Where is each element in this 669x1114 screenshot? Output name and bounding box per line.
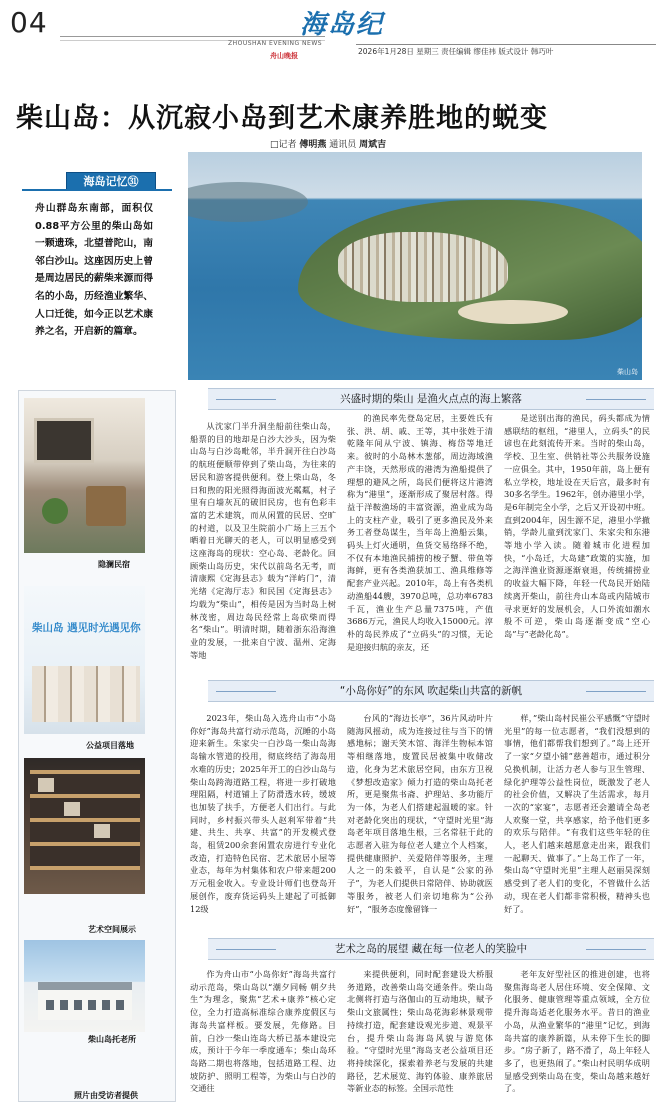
headline: 柴山岛：从沉寂小岛到艺术康养胜地的蜕变	[16, 103, 548, 134]
photo-board	[32, 666, 140, 722]
section-2-banner: “小岛你好”的东风 吹起柴山共富的新帆	[208, 680, 654, 702]
village-houses	[338, 232, 508, 302]
byline-prefix: □记者	[270, 140, 297, 150]
byline	[270, 137, 386, 150]
caption-art-space: 艺术空间展示	[88, 925, 136, 934]
memory-series-tag: 海岛记忆㉛	[66, 172, 156, 190]
paper-name-en: ZHOUSHAN EVENING NEWS	[228, 40, 323, 47]
art-piece	[94, 824, 110, 838]
photo-homestay	[24, 398, 145, 553]
page-number: 04	[10, 6, 48, 39]
distant-island	[188, 182, 308, 222]
section-1-column-3	[504, 412, 650, 682]
section-2-column-2	[347, 712, 493, 920]
art-piece	[38, 778, 54, 792]
main-aerial-photo	[188, 152, 642, 380]
section-3-column-3	[504, 968, 650, 1108]
section-1-column-2-text: 的渔民率先登岛定居，主要姓氏有张、洪、胡、戚、王等，其中张姓于清乾隆年间从宁波、镇海、梅岱等地迁来。彼时的小岛林木葱郁，周边海域渔产丰饶，天然形成的港湾为渔船提供了理想的避风之所，岛民们便将这片港湾称为“港里”，逐渐形成了聚居村落。得益于洋鞍渔场的丰富资源，渔业成为岛上的支柱产业，吸引了更多渔民及外来务工者登岛谋生，当年岛上渔船云集，码头上灯火通明，鱼货交易络绎不绝，不仅有本地渔民捕捞的梭子蟹、带鱼等海鲜，更有各类渔获加工、渔具维修等配套产业兴起。2010年，岛上有各类机动渔船44艘，3970总吨，总功率6783千瓦，渔业生产总量7375吨，产值3686万元，渔民人均收入15000元。淳朴的岛民养成了“立码头”的习惯，无论是迎接归航的亲友，还	[347, 413, 493, 652]
section-2-column-2-text: 台风的“海边长亭”，36片风动叶片随海风摇动，成为连接过往与当下的情感地标；谢天笑木馆、海洋生物标本馆等相继落地，废置民居被集中收储改造，化身为艺术旅居空间，由东方卫视《梦想改造家》倾力打造的柴山岛托老所，更是聚焦书斋、护理站、多功能厅为一体，为老人们搭建起温暖的家。针对老龄化突出的现状，“守望时光里”海岛老年项目落地生根，三名常驻于此的志愿者入驻为每位老人建立个人档案，提供健康照护、关爱陪伴等服务，主理人之一的朱毅平，自认是“公家的孙子”，为老人们提供日常陪伴、协助就医等服务，被老人们亲切地称为“公孙好”，“服务态度像留锋一	[347, 713, 493, 914]
art-piece	[64, 802, 80, 816]
photo-elder-care-center	[24, 940, 145, 1032]
caption-homestay: 隐澜民宿	[98, 560, 130, 569]
window-shape	[34, 418, 94, 463]
harbor-beach	[458, 300, 568, 324]
caption-elder-care-center: 柴山岛托老所	[88, 1035, 136, 1044]
paper-name-cn: 舟山晚报	[270, 51, 298, 60]
section-1-column-3-text: 是送别出海的渔民，码头都成为情感联结的枢纽，“港里人，立码头”的民谚也在此刻流传开来。当时的柴山岛，学校、卫生室、供销社等公共服务设施一应俱全。其中，1950年前，岛上便有私立学校，地址设在天后宫，最多时有30多名学生。1962年，创办港里小学，是6年制完全小学，之后又开设初中班。直到2004年，因生源不足，港里小学撤销，学龄儿童到沈家门、朱家尖和东港等地小学入读。随着城市化进程加快，“小岛迁，大岛建”政策的实施，加之海洋渔业资源逐渐衰退，传统捕捞业的收益大幅下降，年轻一代岛民开始陆续离开柴山，前往舟山本岛或内陆城市寻求更好的发展机会，人口外流如潮水般不可逆，柴山岛逐渐变成“空心岛”与“老龄化岛”。	[504, 413, 650, 639]
section-3-column-1	[190, 968, 336, 1108]
section-3-column-3-text: 老年友好型社区的推进创建，也将聚焦海岛老人居住环境、安全保障、文化服务、健康管理等重点领域，全方位提升海岛适老化服务水平。昔日的渔业小岛，从渔业繁华的“港里”记忆，到海岛共富的康养新篇，从未停下生长的脚步。“房子新了，路不滑了，岛上年轻人多了，也更热闹了。”柴山村民明华成明显感受到柴山岛在变，柴山岛越来越好了。	[504, 969, 650, 1094]
section-1-banner: 兴盛时期的柴山 是渔火点点的海上繁落	[208, 388, 654, 410]
section-1-column-2	[347, 412, 493, 682]
care-center-building	[38, 982, 132, 1020]
section-2-column-3	[504, 712, 650, 920]
section-1-column-1	[190, 420, 336, 682]
section-brand: 海岛纪	[300, 10, 385, 40]
caption-public-project: 公益项目落地	[86, 741, 134, 750]
photo-public-project	[24, 586, 145, 734]
photo-art-space	[24, 758, 145, 894]
section-2-column-1-text: 2023年，柴山岛入选舟山市“小岛你好”海岛共富行动示范岛，沉睡的小岛迎来新生。朱家尖一白沙岛一柴山岛海岛输水管道的投用，彻底终结了海岛用水难的历史；2025年开工的白沙山岛与柴山岛跨海道路工程，将进一步打破地理阻隔，村道铺上了防滑透水砖，缓坡也加装了扶手，方便老人们出行。与此同时，乡村振兴带头人赵利军带着“共建、共生、共享、共富”的开发模式登岛，租赁200余套闲置农房进行专业化改造，打造特色民宿、艺术旅居小屋等业态，每年为村集体和农户带来超200万元租金收入。专业设计师们也登岛开展创作，废弃货运码头上建起了可抵御12级	[190, 713, 336, 914]
meta-rule	[356, 44, 656, 45]
photo-credit: 照片由受访者提供	[74, 1091, 138, 1100]
header-rule	[60, 36, 325, 37]
memory-tag-rule	[22, 189, 172, 191]
section-3-banner: 艺术之岛的展望 藏在每一位老人的笑脸中	[208, 938, 654, 960]
plant-shape	[42, 498, 68, 524]
lead-paragraph: 舟山群岛东南部，面积仅0.88平方公里的柴山岛如一颗遗珠，北望普陀山，南邻白沙山。这座因历史上曾是周边居民的薪柴来源而得名的小岛，历经渔业繁华、人口迁徙，如今正以艺术康养之名，开启新的篇章。	[35, 203, 153, 338]
section-3-column-2-text: 来提供便利，同时配套建设大桥服务道路，改善柴山岛交通条件。柴山岛北侧将打造与洛伽山的互动地块，赋予柴山文旅属性；柴山岛花海彩林景观带持续打造，配套建设观光步道、观景平台，提升柴山岛海岛风貌与游览体验。“守望时光里”海岛支老公益项目还将持续深化，探索着养老与发展的共建路径，艺术展览、海钓体验、康养旅居等新业态的标签。全国示范性	[347, 969, 493, 1094]
project-sign-text: 柴山岛 遇见时光遇见你	[32, 622, 141, 634]
section-3-column-2	[347, 968, 493, 1108]
issue-meta: 2026年1月28日 星期三 责任编辑 缪佳祎 版式设计 韩巧叶	[358, 47, 554, 56]
chair-shape	[86, 486, 126, 526]
section-2-column-1	[190, 712, 336, 920]
byline-correspondent: 周斌吉	[359, 140, 387, 150]
byline-reporter: 傅明燕	[299, 140, 327, 150]
section-3-column-1-text: 作为舟山市“小岛你好”海岛共富行动示范岛，柴山岛以“潮夕同畅 朝夕共生”为理念，聚焦“艺术+康养”核心定位，全力打造高标准综合康养度假区与海岛共富样板。要发展，先修路。目前，白沙一柴山连岛大桥已基本建设完成，预计于今年一季度通车；柴山岛环岛路二期也将落地，包括道路工程、边坡防护、照明工程等，为柴山与白沙的交通往	[190, 969, 336, 1094]
section-2-column-3-text: 样，”柴山岛村民崔公平感慨“守望时光里”的每一位志愿者，“我们没想到的事情，他们都帮我们想到了。”岛上还开了一家“夕望小铺”慈善超市，通过积分兑换机制，让活力老人参与卫生管理、绿化护理等公益性岗位，既激发了老人的社会价值，又解决了生活需求，每月一次的“家宴”，志愿者还会邀请全岛老人欢聚一堂，共享感家，给予他们更多的欢乐与陪伴。“有我们这些年轻的住人，老人们越来越愿意走出来，跟我们一起聊天、做事了。”上岛工作了一年，柴山岛“守望时光里”主理人赵丽昊深刻感受到了老人们的变化，不管做什么活动，现在老人们都非常积极，精神头也好了。	[504, 713, 650, 914]
main-photo-credit: 柴山岛	[617, 368, 638, 376]
byline-mid: 通讯员	[329, 140, 357, 150]
section-1-column-1-text: 从沈家门半升洞坐船前往柴山岛，船票的目的地却是白沙大沙头，因为柴山岛与白沙岛毗邻，半升洞开往白沙岛的航班便顺带停到了柴山岛，为往来的居民和游客提供便利。登上柴山岛，冬日和煦的阳光照得海面波光粼粼，村子里有白墙灰瓦的破旧民房，也有色彩丰富的艺术建筑，而从闲置的民居、空旷的村道，以及卫生院前小广场上三五个晒着日光聊天的老人，可以明显感受到这座海岛的现状：空心岛、老龄化。回顾柴山岛历史，宋代以前岛名无考，而清康熙《定海县志》载为“洋屿门”，清光绪《定海厅志》和民国《定海县志》均载为“柴山”，相传是因为当时岛上树林茂密，周边岛民经常上岛砍柴而得名“柴山”。明清时期，随着浙东沿海渔业的发展，一批来自宁波、温州、定海等地	[190, 421, 336, 660]
